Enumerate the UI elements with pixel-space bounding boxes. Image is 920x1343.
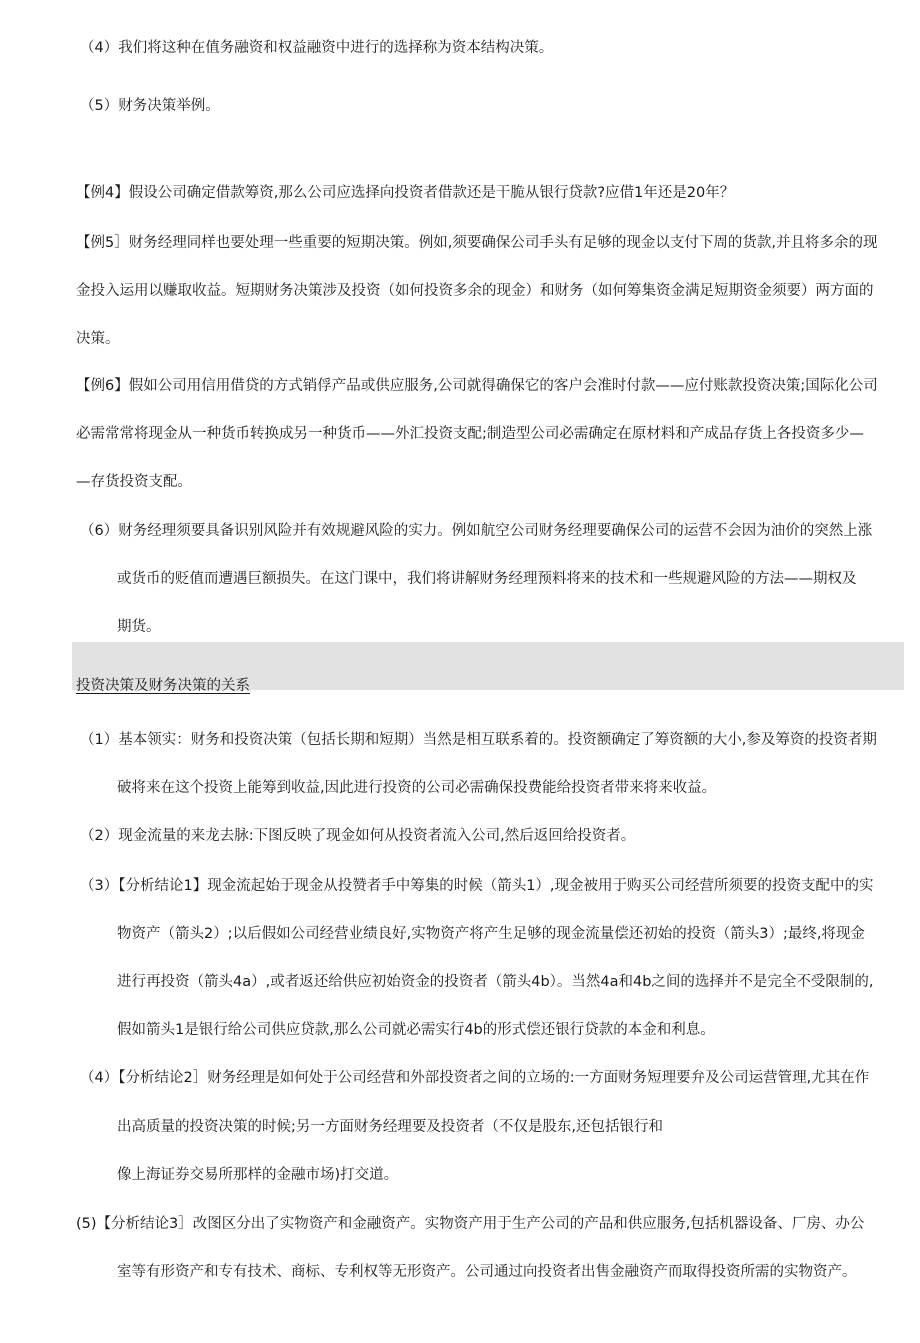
- section-item-5-line-1: (5)【分析结论3］改图区分出了实物资产和金融资产。实物资产用于生产公司的产品和供应服务,包括机器设备、厂房、办公: [76, 1216, 865, 1232]
- example-6-line-1: 【例6】假如公司用信用借贷的方式销俘产品或供应服务,公司就得确保它的客户会准时付款——应付账款投资决策;国际化公司: [76, 378, 878, 394]
- example-5-line-3: 决策。: [76, 331, 120, 347]
- section-item-3-line-4: 假如箭头1是银行给公司供应贷款,那么公司就必需实行4b的形式偿还银行贷款的本金和利息。: [117, 1022, 715, 1038]
- section-item-3-line-1: （3）【分析结论1】现金流起始于现金从投赞者手中筹集的时候（箭头1）,现金被用于购买公司经营所须要的投资支配中的实: [80, 878, 874, 894]
- section-item-2-line-1: （2）现金流量的来龙去脉:下图反映了现金如何从投资者流入公司,然后返回给投资者。: [80, 828, 636, 844]
- paragraph-6-line-1: （6）财务经理须要具备识别风险并有效规避风险的实力。例如航空公司财务经理要确保公司的运营不会因为油价的突然上涨: [80, 523, 873, 539]
- section-item-3-line-3: 进行再投资（箭头4a）,或者返还给供应初始资金的投资者（箭头4b）。当然4a和4b之间的选择并不是完全不受限制的,: [117, 974, 874, 990]
- section-item-4-line-3: 像上海证券交易所那样的金融市场)打交道。: [117, 1167, 399, 1183]
- example-5-line-1: 【例5］财务经理同样也要处理一些重要的短期决策。例如,须要确保公司手头有足够的现金以支付下周的货款,并且将多余的现: [76, 235, 878, 251]
- section-heading: 投资决策及财务决策的关系: [76, 678, 250, 694]
- example-4: 【例4】假设公司确定借款筹资,那么公司应选择向投资者借款还是干脆从银行贷款?应借1年还是20年？: [76, 185, 735, 201]
- paragraph-4: （4）我们将这种在值务融资和权益融资中进行的选择称为资本结构决策。: [80, 40, 554, 56]
- section-item-3-line-2: 物资产（箭头2）;以后假如公司经营业绩良好,实物资产将产生足够的现金流量偿还初始的投资（箭头3）;最终,将现金: [117, 926, 865, 942]
- section-item-1-line-2: 破将来在这个投资上能筹到收益,因此进行投资的公司必需确保投费能给投资者带来将来收益。: [117, 780, 717, 796]
- example-6-line-3: —存货投资支配。: [76, 474, 192, 490]
- paragraph-5: （5）财务决策举例。: [80, 98, 220, 114]
- example-6-line-2: 必需常常将现金从一种货币转换成另一种货币——外汇投资支配;制造型公司必需确定在原材料和产成品存货上各投资多少—: [76, 426, 864, 442]
- paragraph-6-line-3: 期货。: [117, 619, 161, 635]
- example-5-line-2: 金投入运用以赚取收益。短期财务决策涉及投资（如何投资多余的现金）和财务（如何筹集资金满足短期资金须要）两方面的: [76, 283, 874, 299]
- section-item-1-line-1: （1）基本领实：财务和投资决策（包括长期和短期）当然是相互联系着的。投资额确定了筹资额的大小,参及筹资的投资者期: [80, 732, 877, 748]
- section-item-4-line-2: 出高质量的投资决策的时候;另一方面财务经理要及投资者（不仅是股东,还包括银行和: [117, 1119, 663, 1135]
- section-item-4-line-1: （4）【分析结论2］财务经理是如何处于公司经营和外部投资者之间的立场的:一方面财务短理要弁及公司运营管理,尤其在作: [80, 1070, 870, 1086]
- paragraph-6-line-2: 或货币的贬值而遭遇巨额损失。在这门课中，我们将讲解财务经理预料将来的技术和一些规避风险的方法——期权及: [117, 571, 857, 587]
- section-item-5-line-2: 室等有形资产和专有技术、商标、专利权等无形资产。公司通过向投资者出售金融资产而取得投资所需的实物资产。: [117, 1264, 857, 1280]
